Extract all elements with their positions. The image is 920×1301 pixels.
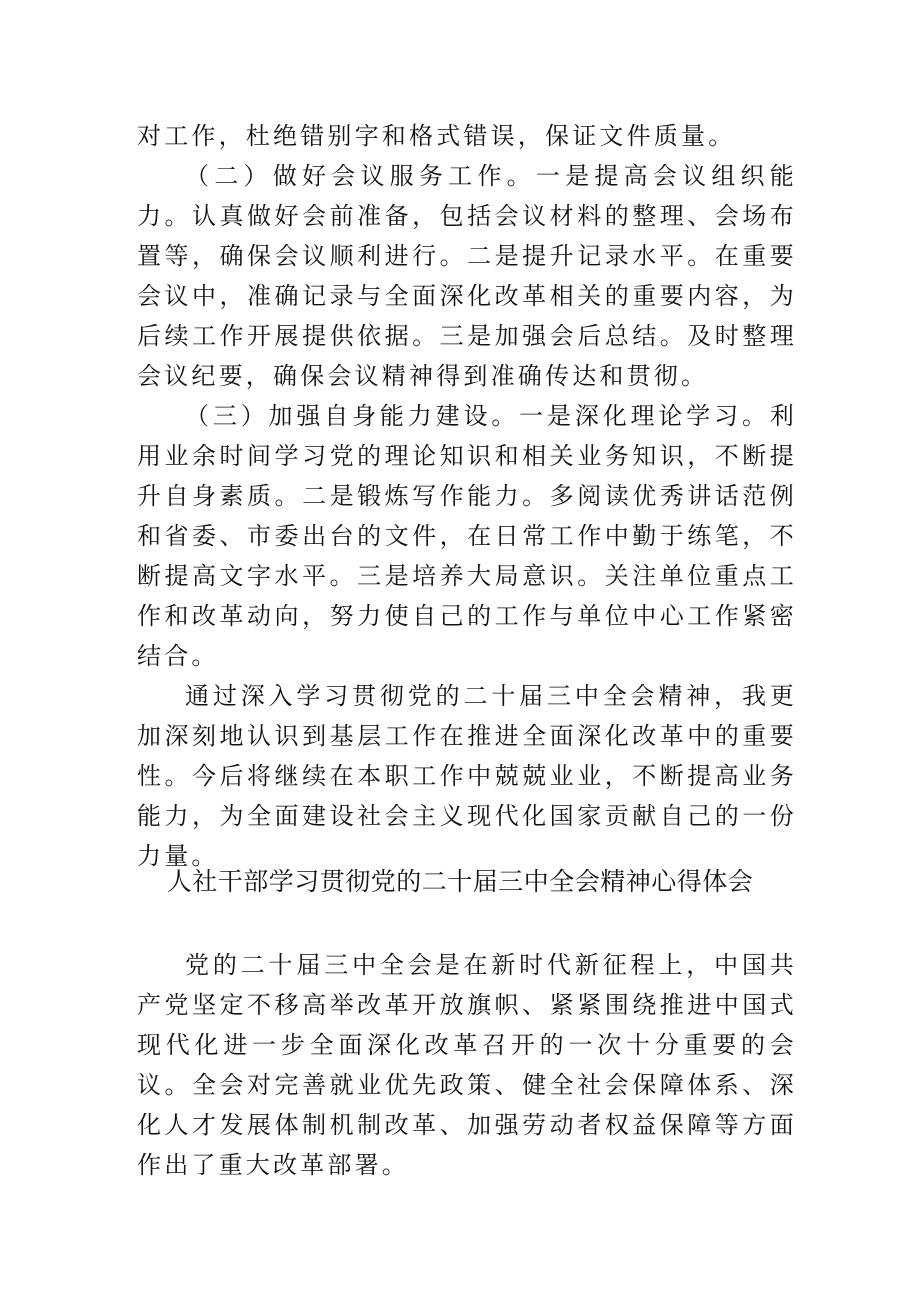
paragraph-conclusion: 通过深入学习贯彻党的二十届三中全会精神，我更加深刻地认识到基层工作在推进全面深化改革中的重要性。今后将继续在本职工作中兢兢业业，不断提高业务能力，为全面建设社会主义现代化国家贡献自己的一份力量。 xyxy=(137,682,797,870)
section-title: 人社干部学习贯彻党的二十届三中全会精神心得体会 xyxy=(166,867,754,896)
body-section-2 xyxy=(137,945,797,1185)
body-section-1 xyxy=(137,156,797,876)
paragraph-meeting-service: （二）做好会议服务工作。一是提高会议组织能力。认真做好会前准备，包括会议材料的整理、会场布置等，确保会议顺利进行。二是提升记录水平。在重要会议中，准确记录与全面深化改革相关的重要内容，为后续工作开展提供依据。三是加强会后总结。及时整理会议纪要，确保会议精神得到准确传达和贯彻。 xyxy=(137,162,797,390)
paragraph-plenum-intro: 党的二十届三中全会是在新时代新征程上，中国共产党坚定不移高举改革开放旗帜、紧紧围绕推进中国式现代化进一步全面深化改革召开的一次十分重要的会议。全会对完善就业优先政策、健全社会保障体系、深化人才发展体制机制改革、加强劳动者权益保障等方面作出了重大改革部署。 xyxy=(137,951,797,1179)
continued-paragraph-line: 对工作，杜绝错别字和格式错误，保证文件质量。 xyxy=(137,122,736,150)
paragraph-self-capacity: （三）加强自身能力建设。一是深化理论学习。利用业余时间学习党的理论知识和相关业务知识，不断提升自身素质。二是锻炼写作能力。多阅读优秀讲话范例和省委、市委出台的文件，在日常工作中勤于练笔，不断提高文字水平。三是培养大局意识。关注单位重点工作和改革动向，努力使自己的工作与单位中心工作紧密结合。 xyxy=(137,402,797,670)
